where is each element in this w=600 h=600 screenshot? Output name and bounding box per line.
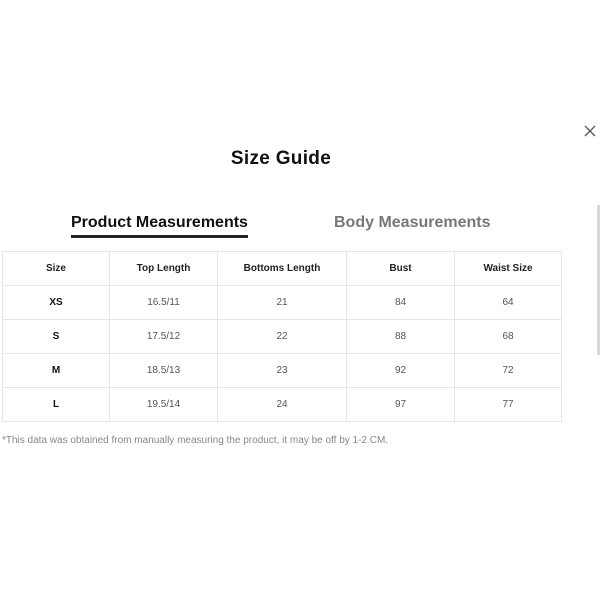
table-cell: 68 bbox=[455, 320, 562, 354]
table-cell: 77 bbox=[455, 388, 562, 422]
table-row bbox=[3, 388, 562, 422]
tab-body-measurements[interactable]: Body Measurements bbox=[334, 214, 491, 231]
header-top-length: Top Length bbox=[110, 252, 218, 286]
table-row bbox=[3, 354, 562, 388]
table-cell: L bbox=[3, 388, 110, 422]
modal-title: Size Guide bbox=[230, 148, 332, 169]
table-cell: XS bbox=[3, 286, 110, 320]
table-cell: 16.5/11 bbox=[110, 286, 218, 320]
table-cell: 24 bbox=[218, 388, 347, 422]
header-size: Size bbox=[3, 252, 110, 286]
tab-product-measurements[interactable]: Product Measurements bbox=[71, 214, 248, 238]
table-row bbox=[3, 320, 562, 354]
table-cell: 23 bbox=[218, 354, 347, 388]
header-waist-size: Waist Size bbox=[455, 252, 562, 286]
size-table-container bbox=[2, 251, 561, 422]
close-icon[interactable] bbox=[581, 122, 599, 140]
measurement-tabs bbox=[0, 214, 562, 244]
table-cell: 64 bbox=[455, 286, 562, 320]
table-cell: 84 bbox=[347, 286, 455, 320]
table-cell: 18.5/13 bbox=[110, 354, 218, 388]
measurement-disclaimer: *This data was obtained from manually measuring the product, it may be off by 1-2 CM. bbox=[2, 435, 389, 446]
table-header-row bbox=[3, 252, 562, 286]
table-row bbox=[3, 286, 562, 320]
table-cell: 92 bbox=[347, 354, 455, 388]
table-cell: 88 bbox=[347, 320, 455, 354]
size-table bbox=[2, 251, 562, 422]
header-bottoms-length: Bottoms Length bbox=[218, 252, 347, 286]
table-cell: 21 bbox=[218, 286, 347, 320]
table-cell: 72 bbox=[455, 354, 562, 388]
table-cell: 17.5/12 bbox=[110, 320, 218, 354]
table-cell: 19.5/14 bbox=[110, 388, 218, 422]
table-cell: M bbox=[3, 354, 110, 388]
header-bust: Bust bbox=[347, 252, 455, 286]
table-cell: 97 bbox=[347, 388, 455, 422]
table-cell: 22 bbox=[218, 320, 347, 354]
table-cell: S bbox=[3, 320, 110, 354]
